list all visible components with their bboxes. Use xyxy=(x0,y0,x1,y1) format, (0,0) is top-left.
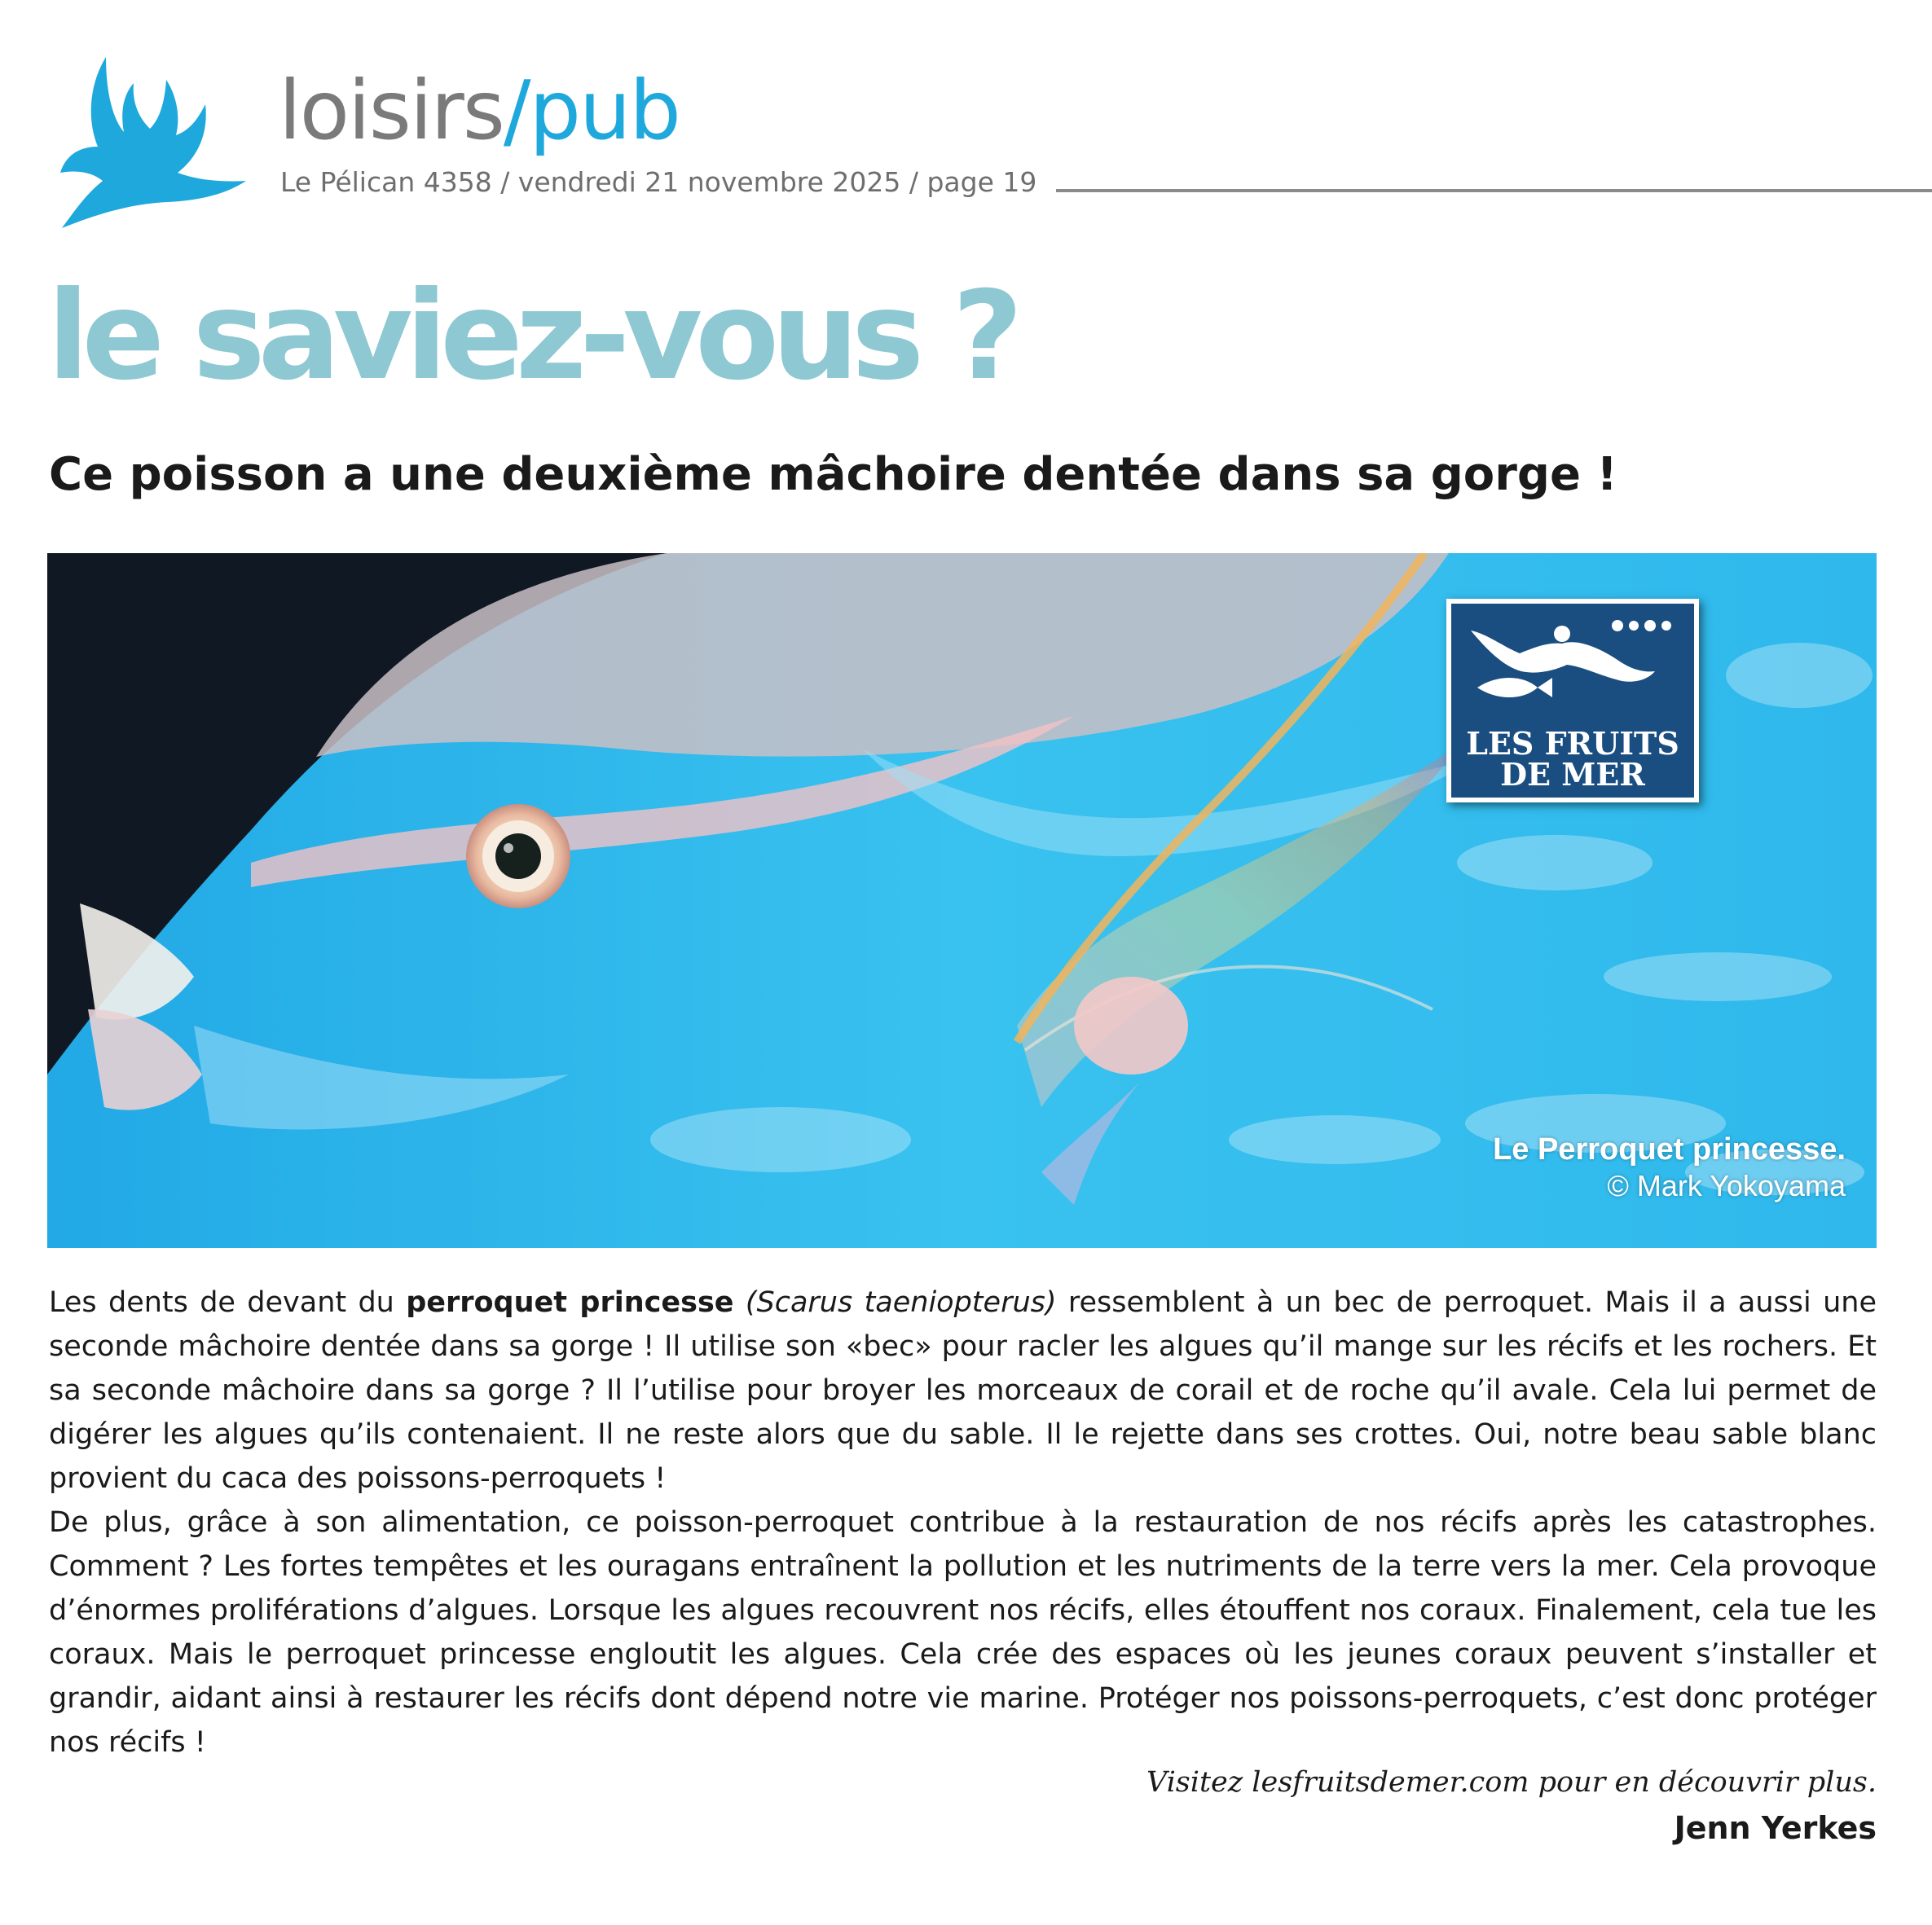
section-title-part1: loisirs xyxy=(279,63,504,158)
subheadline: Ce poisson a une deuxième mâchoire dentée dans sa gorge ! xyxy=(49,448,1617,501)
species-name: perroquet princesse xyxy=(406,1286,734,1319)
article-body xyxy=(49,1281,1877,1765)
headline: le saviez-vous ? xyxy=(47,266,1016,407)
header-divider xyxy=(1056,189,1932,192)
brand-name: LES FRUITS DE MER xyxy=(1466,725,1679,793)
photo-caption xyxy=(1493,1131,1846,1204)
section-title-part2: pub xyxy=(529,63,680,158)
p1-text-b: ressemblent à un bec de perroquet. Mais il a aussi une seconde mâchoire dentée dans sa gorge ! Il utilise son «bec» pour racler les algues qu’il mange sur les récifs et les rochers. Et sa seconde mâchoire dans sa gorge ? Il l’utilise pour broyer les morceaux de corail et de roche qu’il avale. Cela lui permet de digérer les algues qu’ils contenaient. Il ne reste alors que du sable. Il le rejette dans ses crottes. Oui, notre beau sable blanc provient du caca des poissons-perroquets ! xyxy=(49,1286,1877,1495)
brand-badge xyxy=(1446,599,1699,802)
pelican-logo-icon xyxy=(54,51,249,231)
article-paragraph-2: De plus, grâce à son alimentation, ce poisson-perroquet contribue à la restauration de nos récifs après les catastrophes. Comment ? Les fortes tempêtes et les ouragans entraînent la pollution et les nutriments de la terre vers la mer. Cela provoque d’énormes proliférations d’algues. Lorsque les algues recouvrent nos récifs, elles étouffent nos coraux. Finalement, cela tue les coraux. Mais le perroquet princesse engloutit les algues. Cela crée des espaces où les jeunes coraux peuvent s’installer et grandir, aidant ainsi à restaurer les récifs dont dépend notre vie marine. Protéger nos poissons-perroquets, c’est donc protéger nos récifs ! xyxy=(49,1506,1877,1759)
brand-badge-inner xyxy=(1451,604,1694,798)
section-title-slash: / xyxy=(503,63,530,158)
section-title xyxy=(279,63,680,158)
scientific-name: (Scarus taeniopterus) xyxy=(745,1286,1057,1319)
mermaid-fish-icon xyxy=(1454,606,1692,720)
issue-line: Le Pélican 4358 / vendredi 21 novembre 2025 / page 19 xyxy=(280,166,1037,198)
caption-title: Le Perroquet princesse. xyxy=(1493,1132,1846,1167)
author-name: Jenn Yerkes xyxy=(1674,1810,1877,1846)
p1-text-a: Les dents de devant du xyxy=(49,1286,407,1319)
article-paragraph-1 xyxy=(49,1281,1877,1501)
caption-credit: © Mark Yokoyama xyxy=(1607,1169,1846,1202)
website-promo: Visitez lesfruitsdemer.com pour en découvrir plus. xyxy=(1146,1766,1877,1799)
